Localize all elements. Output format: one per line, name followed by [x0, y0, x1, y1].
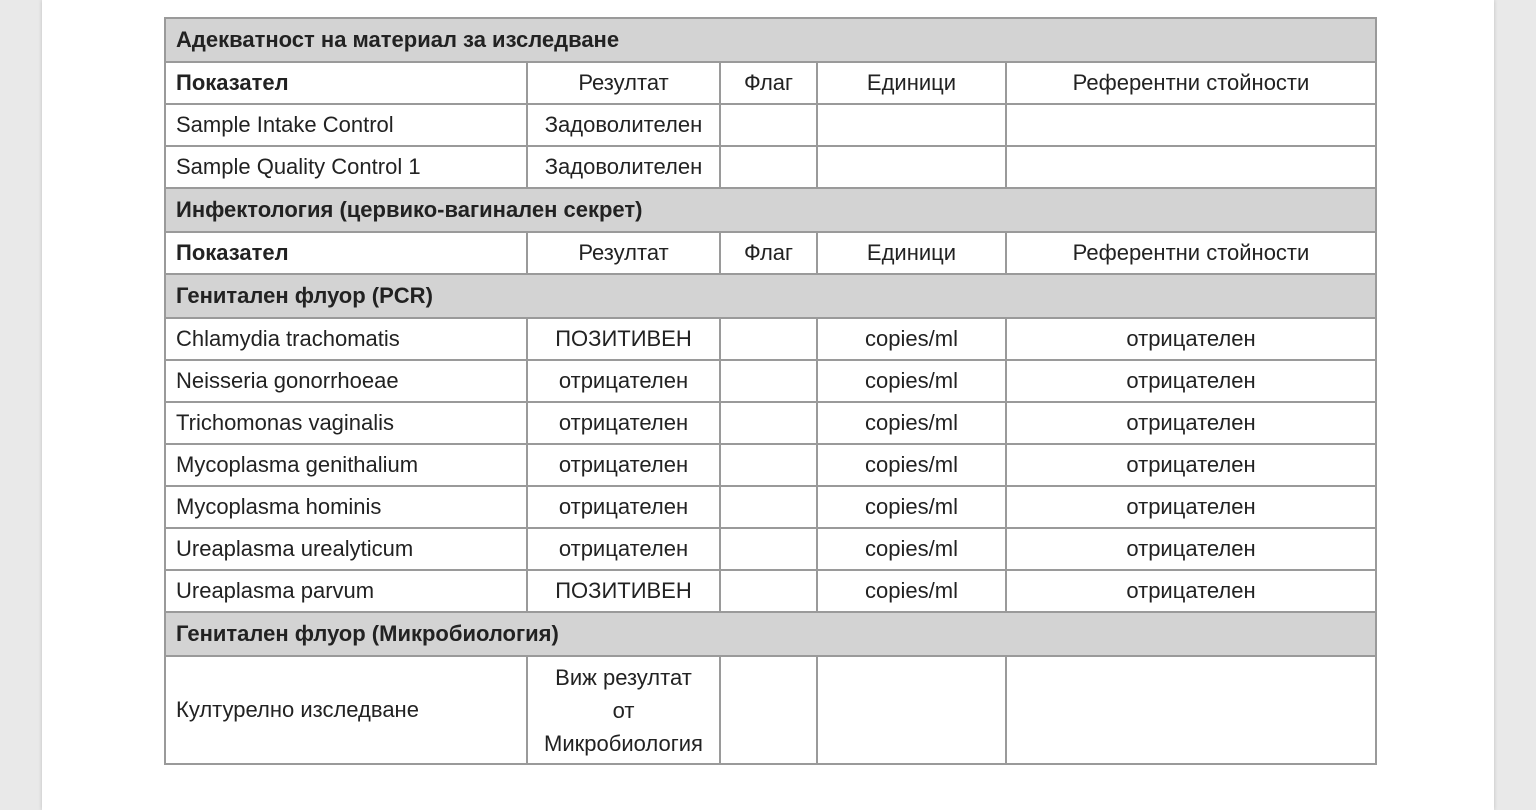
table-row — [165, 570, 1376, 612]
reference-cell — [1006, 656, 1376, 764]
units-cell: copies/ml — [817, 360, 1006, 402]
section-header-microbiology — [165, 612, 1376, 656]
section-header-adequacy — [165, 18, 1376, 62]
section-title: Генитален флуор (PCR) — [165, 274, 1376, 318]
indicator-cell: Ureaplasma urealyticum — [165, 528, 527, 570]
result-line: от — [612, 697, 635, 723]
indicator-cell: Културелно изследване — [165, 656, 527, 764]
column-header-result: Резултат — [527, 232, 720, 274]
column-header-reference: Референтни стойности — [1006, 232, 1376, 274]
reference-cell: отрицателен — [1006, 318, 1376, 360]
indicator-cell: Mycoplasma genithalium — [165, 444, 527, 486]
table-row — [165, 486, 1376, 528]
units-cell: copies/ml — [817, 486, 1006, 528]
indicator-cell: Ureaplasma parvum — [165, 570, 527, 612]
reference-cell: отрицателен — [1006, 360, 1376, 402]
column-header-row — [165, 232, 1376, 274]
units-cell: copies/ml — [817, 570, 1006, 612]
column-header-result: Резултат — [527, 62, 720, 104]
result-cell: ПОЗИТИВЕН — [527, 570, 720, 612]
reference-cell — [1006, 104, 1376, 146]
reference-cell: отрицателен — [1006, 570, 1376, 612]
section-title: Адекватност на материал за изследване — [165, 18, 1376, 62]
units-cell: copies/ml — [817, 444, 1006, 486]
units-cell — [817, 146, 1006, 188]
table-row — [165, 318, 1376, 360]
table-row — [165, 104, 1376, 146]
result-cell: отрицателен — [527, 444, 720, 486]
flag-cell — [720, 146, 817, 188]
flag-cell — [720, 104, 817, 146]
section-header-pcr — [165, 274, 1376, 318]
units-cell — [817, 104, 1006, 146]
flag-cell — [720, 360, 817, 402]
result-line: Виж резултат — [555, 664, 692, 690]
section-title: Генитален флуор (Микробиология) — [165, 612, 1376, 656]
flag-cell — [720, 528, 817, 570]
table-row — [165, 146, 1376, 188]
reference-cell: отрицателен — [1006, 486, 1376, 528]
reference-cell: отрицателен — [1006, 402, 1376, 444]
result-cell: Задоволителен — [527, 104, 720, 146]
table-row — [165, 656, 1376, 764]
column-header-indicator: Показател — [165, 62, 527, 104]
column-header-units: Единици — [817, 62, 1006, 104]
units-cell: copies/ml — [817, 318, 1006, 360]
reference-cell: отрицателен — [1006, 528, 1376, 570]
result-cell: ПОЗИТИВЕН — [527, 318, 720, 360]
lab-results-table — [164, 17, 1377, 765]
column-header-flag: Флаг — [720, 232, 817, 274]
indicator-cell: Trichomonas vaginalis — [165, 402, 527, 444]
column-header-indicator: Показател — [165, 232, 527, 274]
flag-cell — [720, 402, 817, 444]
indicator-cell: Chlamydia trachomatis — [165, 318, 527, 360]
indicator-cell: Mycoplasma hominis — [165, 486, 527, 528]
units-cell: copies/ml — [817, 528, 1006, 570]
result-line: Микробиология — [544, 730, 703, 756]
section-title: Инфектология (цервико-вагинален секрет) — [165, 188, 1376, 232]
table-row — [165, 444, 1376, 486]
table-row — [165, 360, 1376, 402]
flag-cell — [720, 656, 817, 764]
report-page — [42, 0, 1494, 810]
units-cell — [817, 656, 1006, 764]
indicator-cell: Sample Quality Control 1 — [165, 146, 527, 188]
reference-cell — [1006, 146, 1376, 188]
flag-cell — [720, 570, 817, 612]
result-cell: отрицателен — [527, 360, 720, 402]
column-header-reference: Референтни стойности — [1006, 62, 1376, 104]
flag-cell — [720, 444, 817, 486]
flag-cell — [720, 486, 817, 528]
column-header-row — [165, 62, 1376, 104]
result-cell: отрицателен — [527, 486, 720, 528]
table-row — [165, 528, 1376, 570]
flag-cell — [720, 318, 817, 360]
result-cell: Задоволителен — [527, 146, 720, 188]
reference-cell: отрицателен — [1006, 444, 1376, 486]
column-header-flag: Флаг — [720, 62, 817, 104]
indicator-cell: Sample Intake Control — [165, 104, 527, 146]
units-cell: copies/ml — [817, 402, 1006, 444]
section-header-infectology — [165, 188, 1376, 232]
result-cell — [527, 656, 720, 764]
result-cell: отрицателен — [527, 528, 720, 570]
result-cell: отрицателен — [527, 402, 720, 444]
column-header-units: Единици — [817, 232, 1006, 274]
indicator-cell: Neisseria gonorrhoeae — [165, 360, 527, 402]
table-row — [165, 402, 1376, 444]
